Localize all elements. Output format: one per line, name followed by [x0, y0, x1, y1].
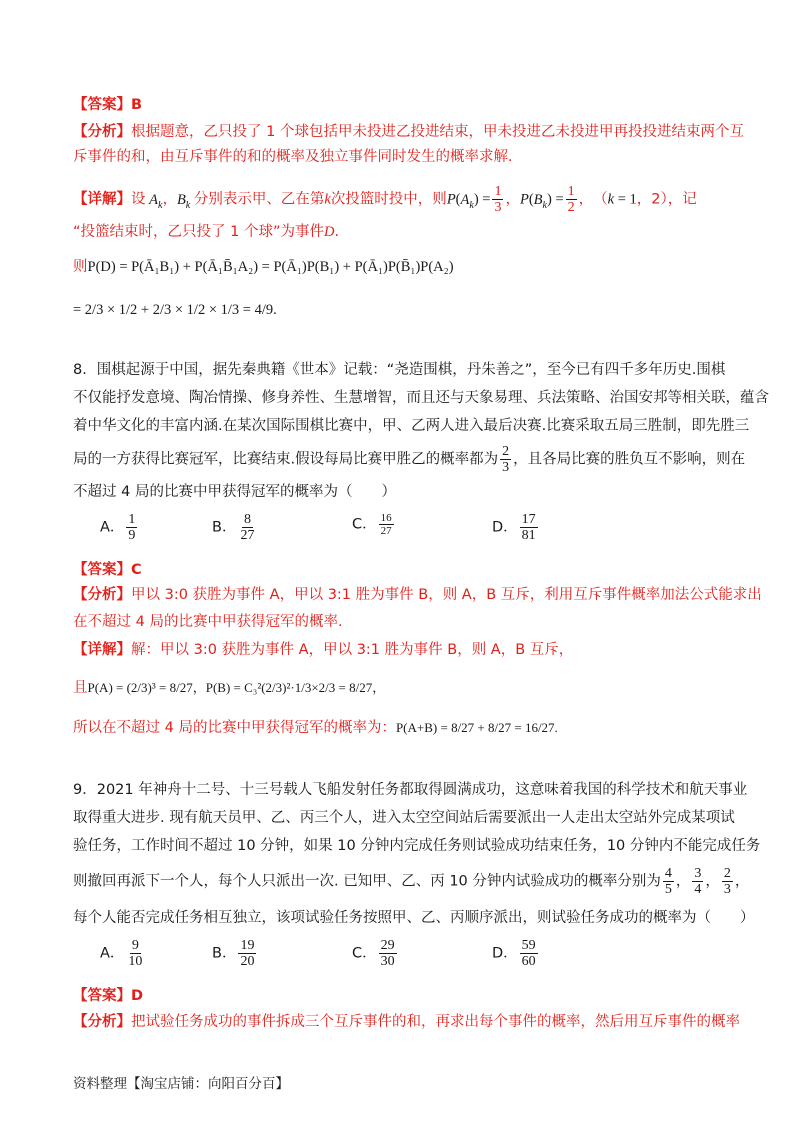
formula: P(A) = (2/3)³ = 8/27，P(B) = C₃²(2/3)²·1/3×2/3 = 8/27，	[87, 680, 386, 695]
q7-detail-line-4: = 2/3 × 1/2 + 2/3 × 1/2 × 1/3 = 4/9.	[73, 302, 277, 318]
formula: P(A+B) = 8/27 + 8/27 = 16/27.	[395, 720, 558, 735]
q8-stem-line-5: 不超过 4 局的比赛中甲获得冠军的概率为（ ）	[73, 484, 396, 500]
detail-text: ，2），记	[636, 191, 697, 208]
q7-detail-line-3	[73, 257, 454, 277]
q8-stem-line-2: 不仅能抒发意境、陶冶情操、修身养性、生慧增智，而且还与天象易理、兵法策略、治国安邦等相关联，蕴含	[73, 390, 769, 406]
q9-option-a[interactable]	[100, 938, 146, 969]
option-den: 30	[380, 954, 395, 969]
option-den: 81	[521, 528, 536, 543]
detail-tag: 【详解】	[73, 642, 131, 658]
analysis-tag: 【分析】	[73, 124, 131, 140]
q8-stem-line-4: 局的一方获得比赛冠军，比赛结束.假设每局比赛甲胜乙的概率都为 $\frac{2}{3}$ ，且各局比赛的胜负互不影响，则在	[73, 444, 746, 475]
option-den: 10	[128, 954, 143, 969]
answer-tag: 【答案】	[73, 562, 131, 578]
option-num: 59	[521, 938, 536, 953]
q7-analysis-line-1	[73, 122, 744, 142]
detail-text: （	[600, 191, 608, 208]
option-num: 1	[128, 512, 136, 527]
option-label: A．	[100, 519, 125, 536]
stem-text: 局的一方获得比赛冠军，比赛结束.假设每局比赛甲胜乙的概率都为	[73, 451, 499, 468]
q7-analysis-line-2: 斥事件的和，由互斥事件的和的概率及独立事件同时发生的概率求解.	[73, 149, 513, 165]
q9-stem-line-3: 验任务，工作时间不超过 10 分钟，如果 10 分钟内完成任务则试验成功结束任务，10 分钟内不能完成任务	[73, 838, 761, 854]
q8-option-b[interactable]	[212, 512, 258, 543]
q8-option-d[interactable]	[492, 512, 540, 543]
option-num: 17	[521, 512, 536, 527]
q8-analysis-line-1	[73, 585, 762, 605]
q9-option-d[interactable]	[492, 938, 540, 969]
q8-detail-line-2	[73, 678, 385, 698]
detail-text: 且	[73, 680, 88, 696]
stem-text: ，且各局比赛的胜负互不影响，则在	[513, 451, 746, 468]
q9-stem-line-1: 9．2021 年神舟十二号、十三号载人飞船发射任务都取得圆满成功，这意味着我国的科学技术和航天事业	[73, 782, 748, 798]
page-footer: 资料整理【淘宝店铺：向阳百分百】	[73, 1076, 289, 1092]
analysis-tag: 【分析】	[73, 587, 131, 603]
answer-value: C	[131, 562, 142, 578]
answer-value: D	[131, 988, 144, 1004]
option-den: 9	[128, 528, 136, 543]
analysis-text: 把试验任务成功的事件拆成三个互斥事件的和，再求出每个事件的概率，然后用互斥事件的概率	[131, 1014, 740, 1030]
q8-detail-line-3	[73, 718, 558, 738]
q9-option-b[interactable]	[212, 938, 258, 969]
q8-stem-line-3: 着中华文化的丰富内涵.在某次国际围棋比赛中，甲、乙两人进入最后决赛.比赛采取五局三胜制，即先胜三	[73, 418, 750, 434]
analysis-tag: 【分析】	[73, 1014, 131, 1030]
analysis-text: 甲以 3:0 获胜为事件 A，甲以 3:1 胜为事件 B，则 A，B 互斥，利用互斥事件概率加法公式能求出	[131, 587, 762, 603]
detail-text: 设	[131, 191, 146, 208]
detail-text: 分别表示甲、乙在第	[193, 191, 325, 208]
detail-tag: 【详解】	[73, 191, 131, 208]
q8-answer-line	[73, 560, 142, 580]
option-num: 9	[131, 938, 139, 953]
option-num: 16	[380, 512, 392, 524]
option-label: C．	[352, 516, 377, 533]
q9-analysis-line-1	[73, 1012, 740, 1032]
option-num: 19	[240, 938, 255, 953]
q7-detail-line-1: 【详解】设 $A_k$，$B_k$ 分别表示甲、乙在第k次投篮时投中，则$P(A_k)$ = $\frac{1}{3}$ ，$P(B_k)$ = $\frac{1}{2}$ ， （k = 1，2），记	[73, 184, 697, 215]
answer-tag: 【答案】	[73, 988, 131, 1004]
analysis-text: 根据题意，乙只投了 1 个球包括甲未投进乙投进结束，甲未投进乙未投进甲再投投进结束两个互	[131, 124, 744, 140]
q9-answer-line	[73, 986, 143, 1006]
detail-text: 次投篮时投中，则	[330, 191, 447, 208]
q8-stem-line-1: 8．围棋起源于中国，据先秦典籍《世本》记载：“尧造围棋，丹朱善之”，至今已有四千多年历史.围棋	[73, 362, 726, 378]
formula: P(D) = P(Ā₁B₁) + P(Ā₁B̄₁A₂) = P(Ā₁)P(B₁) + P(Ā₁)P(B̄₁)P(A₂)	[87, 259, 454, 275]
answer-value: B	[131, 97, 143, 113]
option-label: A．	[100, 945, 125, 962]
option-label: B．	[212, 945, 237, 962]
event-d: D	[323, 224, 335, 240]
stem-text: 则撤回再派下一个人，每个人只派出一次. 已知甲、乙、丙 10 分钟内试验成功的概率分别为	[73, 873, 661, 890]
q9-stem-line-4: 则撤回再派下一个人，每个人只派出一次. 已知甲、乙、丙 10 分钟内试验成功的概率分别为 $\frac{4}{5}$ ， $\frac{3}{4}$ ， $\frac{2}{3}$ ，	[73, 866, 750, 897]
q8-option-a[interactable]	[100, 512, 139, 543]
option-label: C．	[352, 945, 377, 962]
option-den: 27	[240, 528, 255, 543]
q8-analysis-line-2: 在不超过 4 局的比赛中甲获得冠军的概率.	[73, 614, 343, 630]
q8-option-c[interactable]	[352, 512, 396, 537]
q7-answer-line	[73, 95, 142, 115]
option-num: 29	[380, 938, 395, 953]
option-label: B．	[212, 519, 237, 536]
option-den: 60	[521, 954, 536, 969]
option-den: 20	[240, 954, 255, 969]
detail-text: “投篮结束时，乙只投了 1 个球”为事件	[73, 224, 324, 240]
detail-text: 所以在不超过 4 局的比赛中甲获得冠军的概率为：	[73, 720, 396, 736]
option-den: 27	[380, 525, 392, 537]
detail-text: 则	[73, 259, 88, 275]
option-num: 8	[243, 512, 251, 527]
detail-text: 解：甲以 3:0 获胜为事件 A，甲以 3:1 胜为事件 B，则 A，B 互斥，	[131, 642, 574, 658]
option-label: D．	[492, 945, 518, 962]
option-label: D．	[492, 519, 518, 536]
q9-option-c[interactable]	[352, 938, 399, 969]
q7-detail-line-2: “投篮结束时，乙只投了 1 个球”为事件D.	[73, 224, 340, 240]
q9-stem-line-2: 取得重大进步. 现有航天员甲、乙、丙三个人，进入太空空间站后需要派出一人走出太空站外完成某项试	[73, 810, 735, 826]
q9-stem-line-5: 每个人能否完成任务相互独立，该项试验任务按照甲、乙、丙顺序派出，则试验任务成功的概率为（ ）	[73, 910, 755, 926]
q8-detail-line-1	[73, 640, 573, 660]
answer-tag: 【答案】	[73, 97, 131, 113]
